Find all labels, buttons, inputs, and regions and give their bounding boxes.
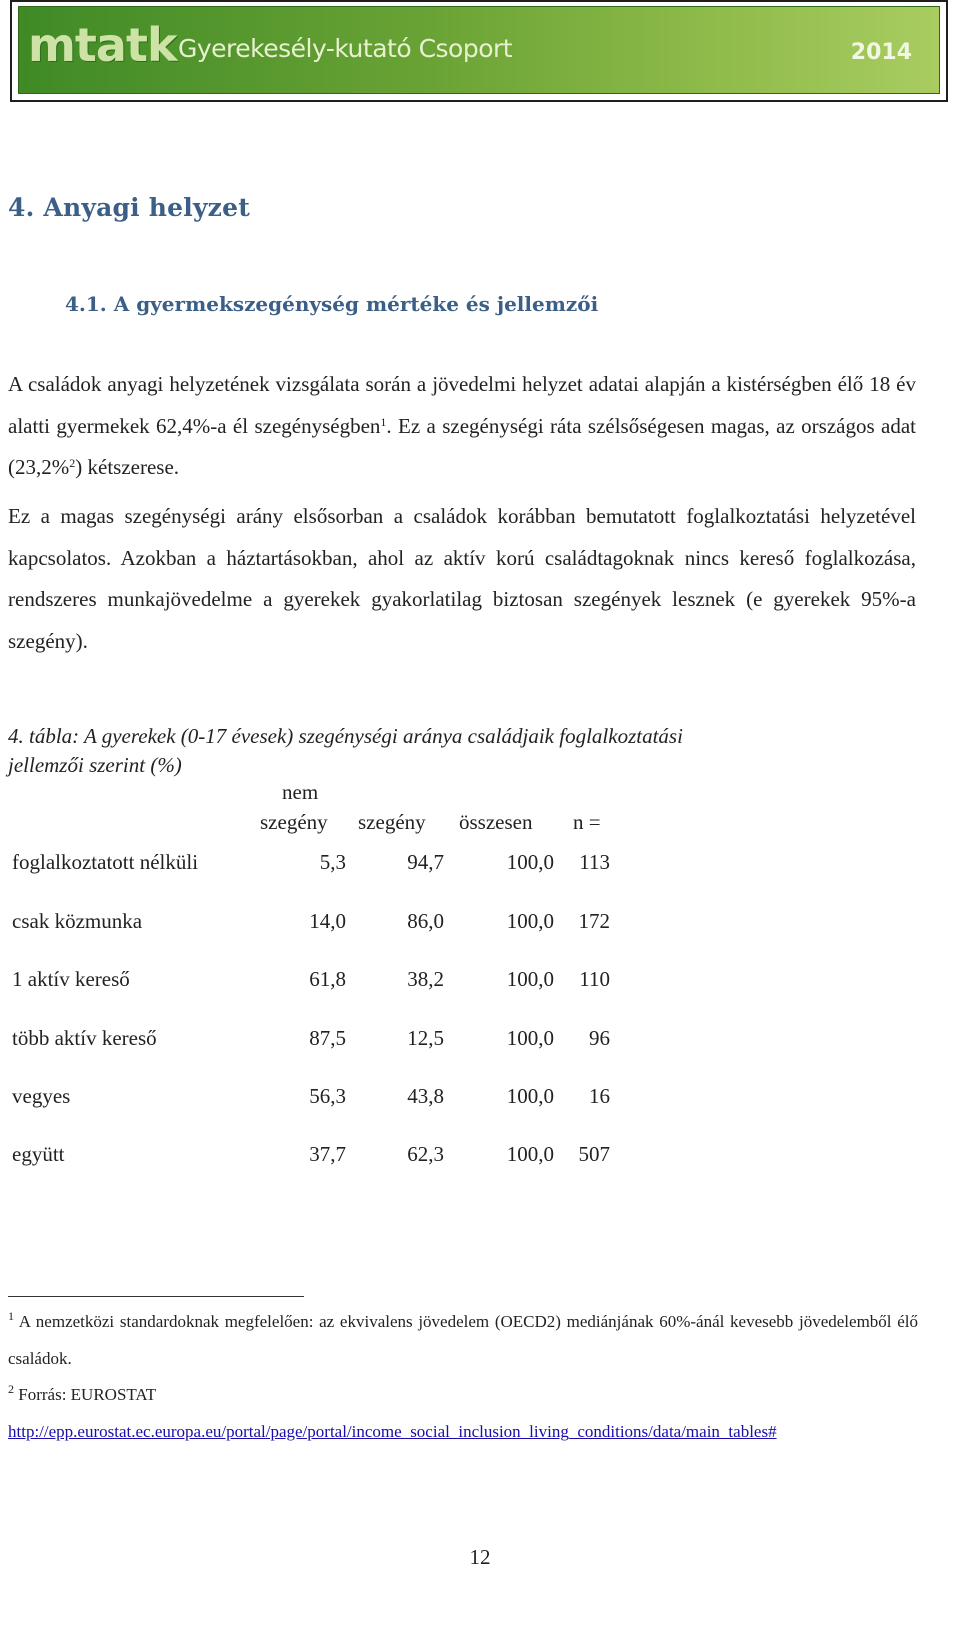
footnote-2-link-line bbox=[8, 1413, 918, 1450]
footnote-1 bbox=[8, 1303, 918, 1377]
header-szegeny: szegény bbox=[358, 810, 426, 834]
footnote-2-mark: 2 bbox=[8, 1382, 14, 1396]
cell-nem-szegeny: 56,3 bbox=[309, 1084, 346, 1108]
cell-n: 110 bbox=[579, 967, 610, 991]
header-banner bbox=[10, 0, 948, 102]
cell-szegeny: 38,2 bbox=[407, 967, 444, 991]
banner-year: 2014 bbox=[850, 40, 912, 65]
footnote-1-text: A nemzetközi standardoknak megfelelően: az ekvivalens jövedelem (OECD2) mediánjának 60%-ánál kevesebb jövedelemből élő családok. bbox=[8, 1312, 918, 1368]
page-number: 12 bbox=[469, 1545, 491, 1569]
footnote-2 bbox=[8, 1376, 918, 1413]
row-label: vegyes bbox=[12, 1084, 71, 1108]
cell-n: 96 bbox=[589, 1026, 610, 1050]
table-caption bbox=[8, 722, 916, 780]
eurostat-link[interactable]: http://epp.eurostat.ec.europa.eu/portal/page/portal/income_social_inclusion_living_conditions/data/main_tables# bbox=[8, 1422, 777, 1441]
subsection-title: 4.1. A gyermekszegénység mértéke és jellemzői bbox=[65, 292, 599, 316]
banner-background bbox=[18, 6, 940, 94]
header-osszesen: összesen bbox=[459, 810, 533, 834]
header-nem: nem bbox=[282, 780, 319, 804]
row-label: több aktív kereső bbox=[12, 1026, 157, 1050]
cell-szegeny: 62,3 bbox=[407, 1142, 444, 1166]
footnote-ref-1[interactable]: 1 bbox=[380, 414, 387, 429]
cell-osszesen: 100,0 bbox=[506, 967, 554, 991]
cell-nem-szegeny: 87,5 bbox=[309, 1026, 346, 1050]
table-caption-line-2: jellemzői szerint (%) bbox=[8, 753, 182, 777]
row-label: foglalkoztatott nélküli bbox=[12, 850, 199, 874]
paragraph-1-text-a: A családok anyagi helyzetének vizsgálata során a jövedelmi helyzet adatai alapján a kistérségben élő 18 év alatti gyermekek 62,4%-a él szegénységben bbox=[8, 372, 916, 438]
paragraph-2: Ez a magas szegénységi arány elsősorban a családok korábban bemutatott foglalkoztatási helyzetével kapcsolatos. Azokban a háztartásokban, ahol az aktív korú családtagoknak nincs kereső foglalkozása, rendszeres munkajövedelme a gyerekek gyakorlatilag biztosan szegények lesznek (e gyerekek 95%-a szegény). bbox=[8, 504, 916, 653]
cell-osszesen: 100,0 bbox=[506, 1084, 554, 1108]
header-nem-szegeny: szegény bbox=[260, 810, 328, 834]
cell-n: 172 bbox=[578, 909, 610, 933]
paragraph-1-text-b: . Ez a szegénységi ráta szélsőségesen magas, az országos adat (23,2% bbox=[8, 413, 916, 479]
cell-osszesen: 100,0 bbox=[506, 909, 554, 933]
cell-szegeny: 94,7 bbox=[407, 850, 444, 874]
cell-nem-szegeny: 14,0 bbox=[309, 909, 346, 933]
group-name: Gyerekesély-kutató Csoport bbox=[178, 34, 513, 63]
mtatk-logo: mtatk bbox=[28, 18, 177, 72]
paragraph-1-text-c: ) kétszerese. bbox=[75, 455, 180, 479]
row-label: 1 aktív kereső bbox=[12, 967, 130, 991]
cell-szegeny: 12,5 bbox=[407, 1026, 444, 1050]
cell-osszesen: 100,0 bbox=[506, 1142, 554, 1166]
paragraph-1 bbox=[8, 364, 916, 489]
cell-nem-szegeny: 37,7 bbox=[309, 1142, 346, 1166]
cell-n: 113 bbox=[579, 850, 610, 874]
footnote-ref-2[interactable]: 2 bbox=[69, 456, 76, 470]
cell-nem-szegeny: 5,3 bbox=[319, 850, 346, 874]
header-n: n = bbox=[573, 810, 601, 834]
cell-szegeny: 43,8 bbox=[407, 1084, 444, 1108]
cell-szegeny: 86,0 bbox=[407, 909, 444, 933]
cell-n: 507 bbox=[578, 1142, 610, 1166]
cell-osszesen: 100,0 bbox=[506, 850, 554, 874]
footnote-1-mark: 1 bbox=[8, 1309, 14, 1323]
table-caption-line-1: 4. tábla: A gyerekek (0-17 évesek) szegénységi aránya családjaik foglalkoztatási bbox=[8, 724, 683, 748]
cell-n: 16 bbox=[589, 1084, 610, 1108]
row-label: csak közmunka bbox=[12, 909, 143, 933]
cell-osszesen: 100,0 bbox=[506, 1026, 554, 1050]
footnote-separator bbox=[8, 1296, 304, 1297]
section-title: 4. Anyagi helyzet bbox=[8, 193, 250, 222]
cell-nem-szegeny: 61,8 bbox=[309, 967, 346, 991]
footnote-2-text: Forrás: EUROSTAT bbox=[14, 1385, 157, 1404]
row-label: együtt bbox=[12, 1142, 65, 1166]
